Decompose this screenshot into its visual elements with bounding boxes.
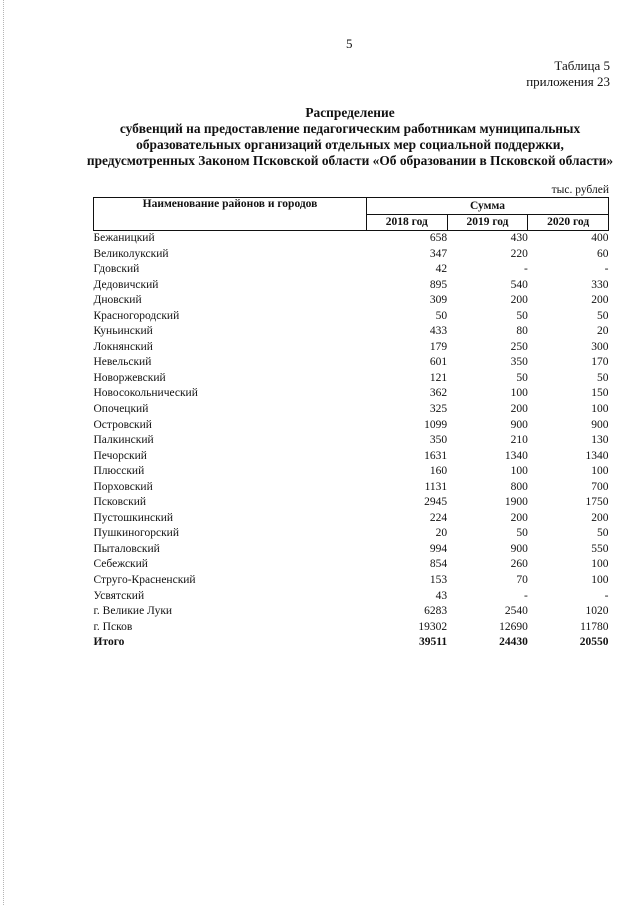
header-name: Наименование районов и городов [94,198,367,231]
district-name: Красногородский [93,309,180,322]
district-name: Дновский [93,294,142,307]
value-2018: 42 [435,263,448,276]
district-name: Новосокольнический [93,387,198,400]
value-2020: 1750 [585,496,609,509]
table-reference [526,58,610,90]
district-name: Порховский [93,480,153,493]
value-2020: 1340 [585,449,609,462]
district-name: Бежаницкий [93,232,155,244]
value-2019: 50 [516,527,528,540]
title-line-2: субвенций на предоставление педагогическим работникам муниципальных [119,121,581,136]
district-name: Великолукский [93,247,169,260]
value-2018: 43 [435,589,448,602]
value-2019: 220 [510,247,528,260]
value-2019: 350 [510,356,528,369]
value-2018: 50 [435,309,448,322]
title-line-1: Распределение [305,105,395,120]
value-2020: 100 [591,558,609,571]
table-row [94,449,609,465]
value-2020: 100 [591,574,609,587]
value-2018: 179 [429,340,448,353]
value-2019: 430 [510,232,528,244]
value-2018: 309 [429,294,448,307]
value-2019: 50 [516,309,528,322]
value-2019: 200 [510,511,528,524]
document-title [70,105,630,169]
district-name: Островский [93,418,152,431]
value-2019: 250 [510,340,528,353]
value-2020: 200 [591,294,609,307]
table-row [94,542,609,558]
value-2018: 350 [429,434,448,447]
table-row [94,557,609,573]
value-2020: 11780 [580,620,609,633]
value-2020: - [604,263,609,276]
district-name: Гдовский [93,263,140,276]
table-row [94,355,609,371]
page-number: 5 [346,36,353,51]
value-2019: 900 [510,418,528,431]
value-2019: 900 [510,542,528,555]
table-row [94,262,609,278]
value-2020: 50 [597,371,609,384]
table-row [94,278,609,294]
value-2019: - [523,589,528,602]
table-row [94,620,609,636]
table-row [94,480,609,496]
district-name: Опочецкий [93,403,149,416]
district-name: Невельский [93,356,152,369]
value-2018: 433 [429,325,448,338]
value-2018: 994 [429,542,448,555]
value-2019: 80 [516,325,528,338]
table-row [94,231,609,247]
district-name: Усвятский [93,589,145,602]
value-2019: 1900 [504,496,528,509]
district-name: Печорский [93,449,147,462]
value-2020: 300 [591,340,609,353]
value-2018: 2945 [424,496,448,509]
value-2020: 150 [591,387,609,400]
table-row [94,433,609,449]
value-2020: 200 [591,511,609,524]
table-row [94,293,609,309]
table-row [94,324,609,340]
value-2019: 1340 [504,449,528,462]
table-row [94,418,609,434]
district-name: Пустошкинский [93,511,174,524]
value-2018: 601 [429,356,448,369]
value-2018: 19302 [418,620,448,633]
value-2020: 400 [591,232,609,244]
value-2018: 325 [429,403,448,416]
table-row [94,495,609,511]
value-2020: 700 [591,480,609,493]
district-name: Пыталовский [93,542,160,555]
value-2019: 70 [516,574,528,587]
header-year-2018: 2018 год [367,214,448,231]
value-2018: 658 [429,232,448,244]
value-2020: 100 [591,465,609,478]
header-sum: Сумма [367,198,609,215]
unit-label: тыс. рублей [551,184,609,196]
value-2019: 540 [510,278,528,291]
page-edge-line [3,0,5,905]
value-2019: - [523,263,528,276]
district-name: г. Великие Луки [93,605,173,618]
value-2019: 12690 [499,620,528,633]
value-2019: 100 [510,465,528,478]
distribution-table [93,197,609,651]
value-2019: 50 [516,371,528,384]
value-2018: 1099 [424,418,448,431]
reference-table-number: Таблица 5 [554,58,610,73]
value-2020: 60 [597,247,609,260]
district-name: Струго-Красненский [93,574,196,587]
value-2020: 550 [591,542,609,555]
value-2020: 130 [591,434,609,447]
header-year-2020: 2020 год [528,214,609,231]
reference-appendix: приложения 23 [526,74,610,89]
value-2020: 330 [591,278,609,291]
district-name: Палкинский [93,434,154,447]
district-name: Дедовичский [93,278,159,291]
district-name: Псковский [93,496,147,509]
value-2020: 20 [597,325,609,338]
value-2019: 200 [510,294,528,307]
total-2019: 24430 [499,636,528,649]
table-row [94,526,609,542]
value-2018: 362 [429,387,448,400]
table-row [94,589,609,605]
value-2020: 50 [597,309,609,322]
value-2018: 6283 [424,605,448,618]
header-year-2019: 2019 год [447,214,528,231]
value-2018: 1631 [424,449,448,462]
value-2018: 153 [429,574,448,587]
value-2020: 900 [591,418,609,431]
value-2020: 170 [591,356,609,369]
district-name: г. Псков [93,620,133,633]
table-row [94,340,609,356]
value-2018: 224 [429,511,448,524]
value-2018: 895 [429,278,448,291]
value-2018: 160 [429,465,448,478]
district-name: Плюсский [93,465,145,478]
table-row [94,371,609,387]
value-2019: 100 [510,387,528,400]
title-line-4: предусмотренных Законом Псковской области «Об образовании в Псковской области» [86,153,614,168]
value-2019: 200 [510,403,528,416]
total-2020: 20550 [579,636,609,649]
value-2020: - [604,589,609,602]
value-2018: 1131 [424,480,448,493]
table-row [94,573,609,589]
value-2019: 260 [510,558,528,571]
table-row [94,247,609,263]
value-2018: 20 [435,527,448,540]
district-name: Новоржевский [93,371,166,384]
table-row [94,464,609,480]
district-name: Себежский [93,558,148,571]
district-name: Пушкиногорский [93,527,179,540]
district-name: Куньинский [93,325,153,338]
table-body [94,231,609,651]
value-2020: 50 [597,527,609,540]
table-row [94,511,609,527]
table-row [94,386,609,402]
total-row [94,635,609,651]
value-2018: 347 [429,247,448,260]
district-name: Локнянский [93,340,153,353]
total-2018: 39511 [419,636,448,649]
value-2020: 100 [591,403,609,416]
title-line-3: образовательных организаций отдельных мер социальной поддержки, [136,137,564,152]
table-row [94,604,609,620]
table-row [94,402,609,418]
value-2018: 854 [429,558,448,571]
value-2020: 1020 [585,605,609,618]
value-2019: 2540 [504,605,528,618]
value-2019: 800 [510,480,528,493]
value-2018: 121 [429,371,448,384]
total-label: Итого [93,636,125,649]
value-2019: 210 [510,434,528,447]
table-row [94,309,609,325]
